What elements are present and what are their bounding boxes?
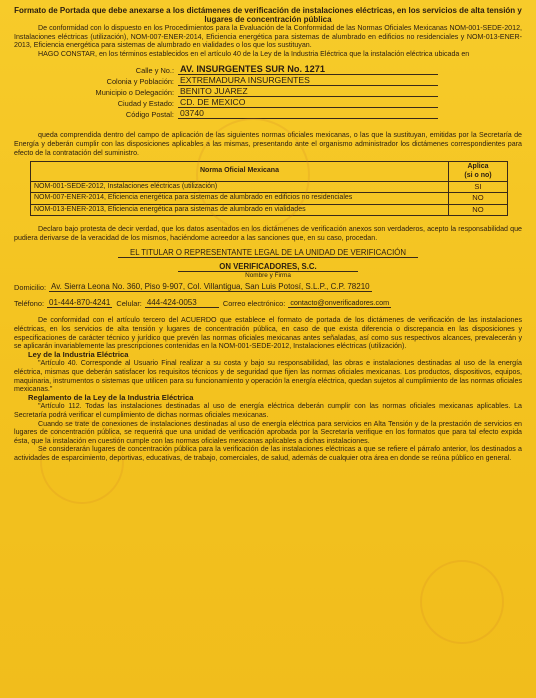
table-header-row — [31, 162, 508, 182]
address-value: 03740 — [178, 108, 438, 119]
norms-table — [30, 161, 508, 216]
table-row — [31, 181, 508, 192]
address-row — [14, 86, 522, 97]
norma-header: Norma Oficial Mexicana — [31, 162, 449, 182]
norma-cell: NOM-001-SEDE-2012, Instalaciones eléctricas (utilización) — [31, 181, 449, 192]
intro-paragraph: De conformidad con lo dispuesto en los Procedimientos para la Evaluación de la Conformidad de las Normas Oficiales Mexicanas NOM-001-SEDE-2012, Instalaciones eléctricas (utilización), NOM-007-ENER-2014, Eficiencia energética para sistemas de alumbrado en edificios no residenciales y NOM-013-ENER-2013, Eficiencia energética para sistemas de alumbrado en vialidades o los que los sustituyan. — [14, 24, 522, 50]
law-heading: Ley de la Industria Eléctrica — [28, 349, 129, 359]
aplica-cell: NO — [449, 193, 508, 204]
signer-title: EL TITULAR O REPRESENTANTE LEGAL DE LA UNIDAD DE VERIFICACIÓN — [118, 248, 418, 258]
aplica-header-sub: (si o no) — [464, 171, 492, 179]
norma-cell: NOM-013-ENER-2013, Eficiencia energética para sistemas de alumbrado en vialidades — [31, 204, 449, 215]
scope-paragraph: queda comprendida dentro del campo de aplicación de las siguientes normas oficiales mexicanas, o las que la sustituyan, emitidas por la Secretaría de Energía y deberán cumplir con las disposiciones aplicables a las mismas, presentando ante el organismo administrador los dictámenes correspondientes para efecto de la contratación del suministro. — [14, 131, 522, 157]
celular-value: 444-424-0053 — [145, 298, 219, 308]
address-value: EXTREMADURA INSURGENTES — [178, 75, 438, 86]
domicilio-value: Av. Sierra Leona No. 360, Piso 9-907, Col. Villantigua, San Luis Potosí, S.L.P., C.P. 78210 — [51, 282, 370, 292]
address-row — [14, 108, 522, 119]
domicilio-line — [14, 282, 522, 292]
address-value: CD. DE MEXICO — [178, 97, 438, 108]
address-value: AV. INSURGENTES SUR No. 1271 — [178, 64, 438, 75]
watermark-seal — [420, 560, 504, 644]
signer-line — [14, 248, 522, 258]
aplica-cell: NO — [449, 204, 508, 215]
contact-line — [14, 298, 522, 308]
norma-cell: NOM-007-ENER-2014, Eficiencia energética para sistemas de alumbrado en edificios no residenciales — [31, 193, 449, 204]
name-signature-note: Nombre y Firma — [245, 272, 291, 280]
table-row — [31, 204, 508, 215]
article-40: "Artículo 40. Corresponde al Usuario Final realizar a su costa y bajo su responsabilidad, las obras e instalaciones destinadas al uso de la energía eléctrica, mismas que deberán satisfacer los requisitos técnicos y de seguridad que fijen las normas oficiales mexicanas. Los productos, dispositivos, equipos, maquinaria, instrumentos o sistemas que utilicen para su funcionamiento y operación la energía eléctrica, quedan sujetos al cumplimiento de las normas oficiales mexicanas." — [14, 359, 522, 394]
correo-label: Correo electrónico: — [222, 299, 286, 309]
correo-value: contacto@onverificadores.com — [290, 298, 390, 308]
company-line — [14, 262, 522, 272]
domicilio-label: Domicilio: — [14, 283, 47, 293]
address-label: Ciudad y Estado: — [117, 99, 174, 109]
address-row — [14, 75, 522, 86]
aplica-header — [449, 162, 508, 182]
aplica-header-label: Aplica — [467, 163, 489, 171]
address-label: Calle y No.: — [135, 66, 174, 76]
address-label: Código Postal: — [125, 110, 174, 120]
regulation-heading: Reglamento de la Ley de la Industria Eléctrica — [28, 392, 194, 402]
document-title: Formato de Portada que debe anexarse a los dictámenes de verificación de instalaciones eléctricas, en los servicios de alta tensión y lugares de concentración pública — [14, 6, 522, 24]
address-label: Municipio o Delegación: — [95, 88, 174, 98]
legal-paragraph: De conformidad con el artículo tercero del ACUERDO que establece el formato de portada de los dictámenes de verificación de las instalaciones eléctricas, en los servicios de alta tensión y lugares de concentración pública, en caso de que exista diferencia o discrepancia en las disposiciones y especificaciones de carácter técnico y jurídico que prevén las normas oficiales mexicanas antes señaladas, así como sus respectivos alcances, prevalecerán y se aplicarán invariablemente las prescripciones contenidas en la NOM-001-SEDE-2012, Instalaciones eléctricas (utilización). — [14, 316, 522, 351]
hago-constar-paragraph: HAGO CONSTAR, en los términos establecidos en el artículo 40 de la Ley de la Industria Eléctrica que la instalación eléctrica ubicada en — [38, 49, 470, 58]
address-value: BENITO JUAREZ — [178, 86, 438, 97]
article-112: "Artículo 112. Todas las instalaciones destinadas al uso de energía eléctrica deberán cumplir con las normas oficiales mexicanas aplicables. La Secretaría podrá verificar el cumplimiento de dichas normas oficiales mexicanas. — [14, 402, 522, 419]
celular-label: Celular: — [116, 299, 142, 309]
aplica-cell: SI — [449, 181, 508, 192]
address-row — [14, 64, 522, 75]
address-label: Colonia y Población: — [106, 77, 174, 87]
article-112-paragraph-3: Se considerarán lugares de concentración pública para la verificación de las instalaciones eléctricas a que se refiere el párrafo anterior, los destinados a actividades de esparcimiento, deportivas, educativas, de trabajo, comerciales, de salud, además de cualquier otra área en donde se reúna público en general. — [14, 445, 522, 462]
telefono-value: 01-444-870-4241 — [49, 298, 111, 308]
telefono-label: Teléfono: — [14, 299, 44, 309]
address-row — [14, 97, 522, 108]
company-name: ON VERIFICADORES, S.C. — [178, 262, 358, 272]
address-block — [14, 64, 522, 119]
declaration-paragraph: Declaro bajo protesta de decir verdad, que los datos asentados en los dictámenes de verificación anexos son verdaderos, acepto la responsabilidad que pudiera derivarse de la veracidad de los mismos, haciéndome acreedor a las sanciones que, en su caso, procedan. — [14, 225, 522, 242]
table-row — [31, 193, 508, 204]
article-112-paragraph-2: Cuando se trate de conexiones de instalaciones destinadas al uso de energía eléctrica para servicios en Alta Tensión y de la prestación de servicios en lugares de concentración pública, se requerirá que una unidad de verificación aprobada por la Secretaría verifique en los formatos que para tal efecto expida ésta, que la instalación en cuestión cumple con las normas oficiales mexicanas aplicables a dichas instalaciones. — [14, 419, 522, 445]
